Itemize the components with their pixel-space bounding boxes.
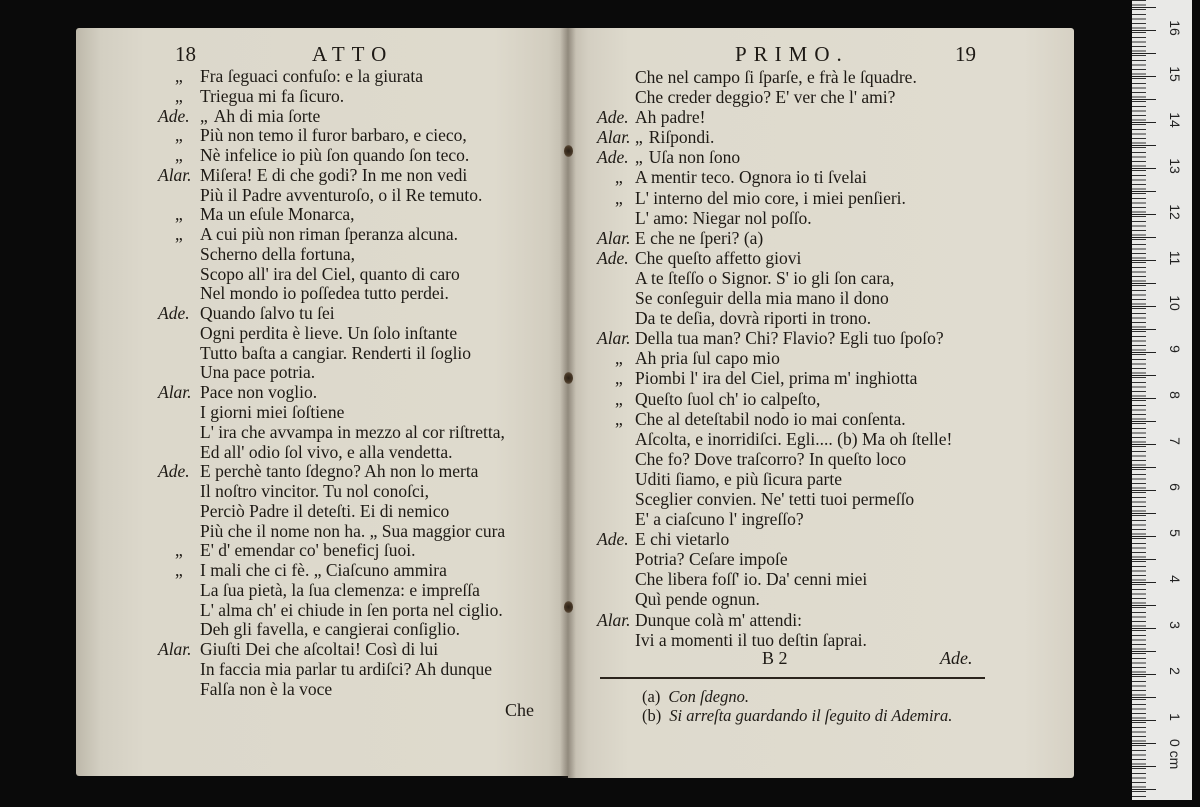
verse-line (597, 389, 952, 409)
verse-line (597, 429, 952, 449)
verse-line (158, 620, 505, 640)
verse-line (158, 146, 505, 166)
right-text-block (597, 67, 952, 650)
measurement-ruler (1132, 0, 1192, 800)
ruler-label: 0 cm (1167, 739, 1183, 770)
line-text: E che ne ſperi? (a) (635, 227, 764, 248)
running-head: ATTO (312, 42, 394, 66)
verse-line (158, 265, 505, 285)
line-text: Ivi a momenti il tuo deſtin ſaprai. (635, 629, 867, 650)
line-text: Della tua man? Chi? Flavio? Egli tuo ſpoſo? (635, 328, 944, 349)
footnote-text: Con ſdegno. (668, 687, 749, 706)
verse-line (597, 208, 952, 228)
speaker-name: Alar. (158, 382, 192, 403)
quote-mark: „ (175, 560, 183, 581)
verse-line (597, 328, 952, 348)
verse-line (597, 348, 952, 368)
signature-mark: B 2 (762, 648, 788, 668)
verse-line (597, 630, 952, 650)
gutter-shadow (560, 28, 576, 778)
line-text: Queſto ſuol ch' io calpeſto, (635, 388, 821, 409)
verse-line (158, 324, 505, 344)
line-text: Potria? Ceſare impoſe (635, 549, 788, 570)
verse-line (158, 660, 505, 680)
footnote-rule (600, 677, 985, 679)
verse-line (158, 680, 505, 700)
verse-line (158, 462, 505, 482)
quote-mark: „ (615, 187, 623, 208)
line-text: L' amo: Niegar nol poſſo. (635, 207, 812, 228)
line-text: I giorni miei ſoſtiene (200, 402, 345, 423)
line-text: Che libera foſſ' io. Da' cenni miei (635, 569, 868, 590)
binding-hole (564, 145, 573, 157)
binding-hole (564, 372, 573, 384)
verse-line (597, 248, 952, 268)
footnote-text: Si arreſta guardando il ſeguito di Ademira. (669, 706, 953, 725)
verse-line (597, 288, 952, 308)
line-text: Aſcolta, e inorridiſci. Egli.... (b) Ma oh ſtelle! (635, 428, 953, 449)
quote-mark: „ (175, 66, 183, 86)
catchword: Ade. (940, 648, 973, 668)
ruler-label: 12 (1167, 203, 1183, 220)
quote-mark: „ (615, 388, 623, 409)
line-text: Più il Padre avventuroſo, o il Re temuto. (200, 184, 483, 205)
line-text: Triegua mi fa ſicuro. (200, 85, 345, 106)
verse-line (597, 107, 952, 127)
line-text: Una pace potria. (200, 362, 316, 383)
verse-line (597, 449, 952, 469)
verse-line (597, 529, 952, 549)
right-page (568, 28, 1074, 778)
footnote-mark: (a) (642, 687, 661, 706)
line-text: Che queſto affetto giovi (635, 247, 802, 268)
verse-line (597, 549, 952, 569)
left-page (76, 28, 568, 776)
ruler-label: 1 (1167, 712, 1183, 721)
verse-line (597, 589, 952, 609)
line-text: I mali che ci fè. „ Ciaſcuno ammira (200, 560, 447, 581)
quote-mark: „ (635, 127, 643, 148)
quote-mark: „ (175, 224, 183, 245)
ruler-label: 7 (1167, 437, 1183, 445)
line-text: Più non temo il furor barbaro, e cieco, (200, 125, 467, 146)
line-text: Uditi ſiamo, e più ſicura parte (635, 468, 843, 489)
line-text: Ed all' odio ſol vivo, e alla vendetta. (200, 441, 453, 462)
quote-mark: „ (175, 85, 183, 106)
page-number: 18 (175, 42, 196, 66)
line-text: E' a ciaſcuno l' ingreſſo? (635, 509, 804, 530)
verse-line (597, 268, 952, 288)
line-text: E chi vietarlo (635, 529, 730, 550)
ruler-label: 4 (1167, 574, 1183, 583)
line-text: Giuſti Dei che aſcoltai! Così di lui (200, 639, 439, 660)
verse-line (158, 502, 505, 522)
verse-line (158, 601, 505, 621)
line-text: Uſa non ſono (648, 147, 741, 168)
verse-line (158, 304, 505, 324)
verse-line (158, 87, 505, 107)
line-text: Quì pende ognun. (635, 589, 760, 610)
line-text: In faccia mia parlar tu ardiſci? Ah dunque (200, 658, 493, 679)
line-text: Nel mondo io poſſedea tutto perdei. (200, 283, 449, 304)
verse-line (597, 228, 952, 248)
quote-mark: „ (175, 204, 183, 225)
speaker-name: Ade. (597, 147, 629, 168)
line-text: E perchè tanto ſdegno? Ah non lo merta (200, 461, 479, 482)
ruler-label: 14 (1167, 112, 1183, 128)
line-text: L' alma ch' ei chiude in ſen porta nel ciglio. (200, 599, 503, 620)
verse-line (158, 383, 505, 403)
catchword: Che (505, 700, 534, 720)
line-text: Miſera! E di che godi? In me non vedi (200, 164, 468, 185)
verse-line (597, 167, 952, 187)
verse-line (597, 67, 952, 87)
line-text: Scopo all' ira del Ciel, quanto di caro (200, 263, 460, 284)
ruler-label: 11 (1167, 250, 1183, 265)
verse-line (158, 443, 505, 463)
line-text: Ah di mia ſorte (213, 105, 321, 126)
footnote (642, 687, 749, 707)
verse-line (158, 225, 505, 245)
verse-line (158, 482, 505, 502)
speaker-name: Ade. (597, 247, 629, 268)
verse-line (597, 127, 952, 147)
running-head: PRIMO. (735, 42, 849, 66)
line-text: Pace non voglio. (200, 382, 318, 403)
line-text: Il noſtro vincitor. Tu nol conoſci, (200, 481, 429, 502)
ruler-label: 5 (1167, 528, 1183, 537)
ruler-label: 9 (1167, 345, 1183, 354)
verse-line (158, 186, 505, 206)
ruler-label: 2 (1167, 666, 1183, 675)
line-text: Dunque colà m' attendi: (635, 609, 802, 630)
verse-line (158, 107, 505, 127)
line-text: L' interno del mio core, i miei penſieri. (635, 187, 906, 208)
verse-line (597, 610, 952, 630)
line-text: A te ſteſſo o Signor. S' io gli ſon cara, (635, 267, 895, 288)
ruler-label: 6 (1167, 483, 1183, 491)
quote-mark: „ (615, 408, 623, 429)
verse-line (158, 561, 505, 581)
ruler-label: 16 (1167, 20, 1183, 36)
line-text: Deh gli favella, e cangierai conſiglio. (200, 619, 460, 640)
verse-line (158, 344, 505, 364)
ruler-label: 3 (1167, 620, 1183, 629)
speaker-name: Alar. (597, 127, 631, 148)
line-text: Che fo? Dove traſcorro? In queſto loco (635, 448, 907, 469)
verse-line (597, 489, 952, 509)
verse-line (597, 147, 952, 167)
verse-line (597, 469, 952, 489)
left-text-block (158, 67, 505, 700)
speaker-name: Alar. (597, 328, 631, 349)
line-text: Che nel campo ſi ſparſe, e frà le ſquadre. (635, 67, 917, 87)
footnote (642, 706, 952, 726)
page-number: 19 (955, 42, 976, 66)
speaker-name: Alar. (597, 227, 631, 248)
line-text: Perciò Padre il deteſti. Ei di nemico (200, 500, 450, 521)
ruler-label: 13 (1167, 157, 1183, 174)
verse-line (158, 205, 505, 225)
line-text: Sceglier convien. Ne' tetti tuoi permeſſo (635, 488, 915, 509)
line-text: E' d' emendar co' beneficj ſuoi. (200, 540, 416, 561)
verse-line (158, 67, 505, 87)
verse-line (597, 509, 952, 529)
line-text: Più che il nome non ha. „ Sua maggior cura (200, 520, 506, 541)
verse-line (158, 245, 505, 265)
verse-line (158, 363, 505, 383)
verse-line (597, 409, 952, 429)
ruler-label: 15 (1167, 66, 1183, 82)
verse-line (158, 541, 505, 561)
verse-line (158, 284, 505, 304)
ruler-major-ticks (1132, 7, 1156, 807)
verse-line (158, 403, 505, 423)
verse-line (158, 640, 505, 660)
ruler-label: 10 (1167, 295, 1183, 312)
ruler-label: 8 (1167, 391, 1183, 400)
verse-line (597, 87, 952, 107)
line-text: Quando ſalvo tu ſei (200, 303, 335, 324)
verse-line (158, 581, 505, 601)
line-text: Nè infelice io più ſon quando ſon teco. (200, 145, 470, 166)
quote-mark: „ (615, 368, 623, 389)
speaker-name: Ade. (158, 303, 190, 324)
verse-line (158, 522, 505, 542)
line-text: Ma un eſule Monarca, (200, 204, 355, 225)
verse-line (597, 569, 952, 589)
line-text: Che creder deggio? E' ver che l' ami? (635, 87, 896, 108)
verse-line (158, 423, 505, 443)
speaker-name: Ade. (597, 529, 629, 550)
quote-mark: „ (200, 105, 208, 126)
speaker-name: Ade. (158, 105, 190, 126)
binding-hole (564, 601, 573, 613)
verse-line (158, 126, 505, 146)
speaker-name: Ade. (158, 461, 190, 482)
line-text: A cui più non riman ſperanza alcuna. (200, 224, 459, 245)
quote-mark: „ (175, 125, 183, 146)
footnote-mark: (b) (642, 706, 662, 725)
verse-line (597, 188, 952, 208)
quote-mark: „ (615, 348, 623, 369)
line-text: Tutto baſta a cangiar. Renderti il ſoglio (200, 342, 472, 363)
quote-mark: „ (635, 147, 643, 168)
verse-line (158, 166, 505, 186)
line-text: Fra ſeguaci confuſo: e la giurata (200, 66, 424, 86)
line-text: Ah pria ſul capo mio (635, 348, 780, 369)
line-text: L' ira che avvampa in mezzo al cor riſtretta, (200, 421, 505, 442)
line-text: Da te deſia, dovrà riporti in trono. (635, 308, 872, 329)
verse-line (597, 368, 952, 388)
speaker-name: Ade. (597, 107, 629, 128)
line-text: A mentir teco. Ognora io ti ſvelai (635, 167, 867, 188)
quote-mark: „ (175, 540, 183, 561)
line-text: Ogni perdita è lieve. Un ſolo inſtante (200, 322, 458, 343)
line-text: Piombi l' ira del Ciel, prima m' inghiotta (635, 368, 918, 389)
line-text: Se conſeguir della mia mano il dono (635, 288, 889, 309)
quote-mark: „ (615, 167, 623, 188)
line-text: Scherno della fortuna, (200, 243, 356, 264)
line-text: La ſua pietà, la ſua clemenza: e impreſſa (200, 579, 480, 600)
line-text: Riſpondi. (648, 127, 715, 148)
quote-mark: „ (175, 145, 183, 166)
speaker-name: Alar. (158, 164, 192, 185)
line-text: Ah padre! (635, 107, 706, 128)
verse-line (597, 308, 952, 328)
line-text: Falſa non è la voce (200, 678, 333, 699)
speaker-name: Alar. (158, 639, 192, 660)
line-text: Che al deteſtabil nodo io mai conſenta. (635, 408, 906, 429)
speaker-name: Alar. (597, 609, 631, 630)
